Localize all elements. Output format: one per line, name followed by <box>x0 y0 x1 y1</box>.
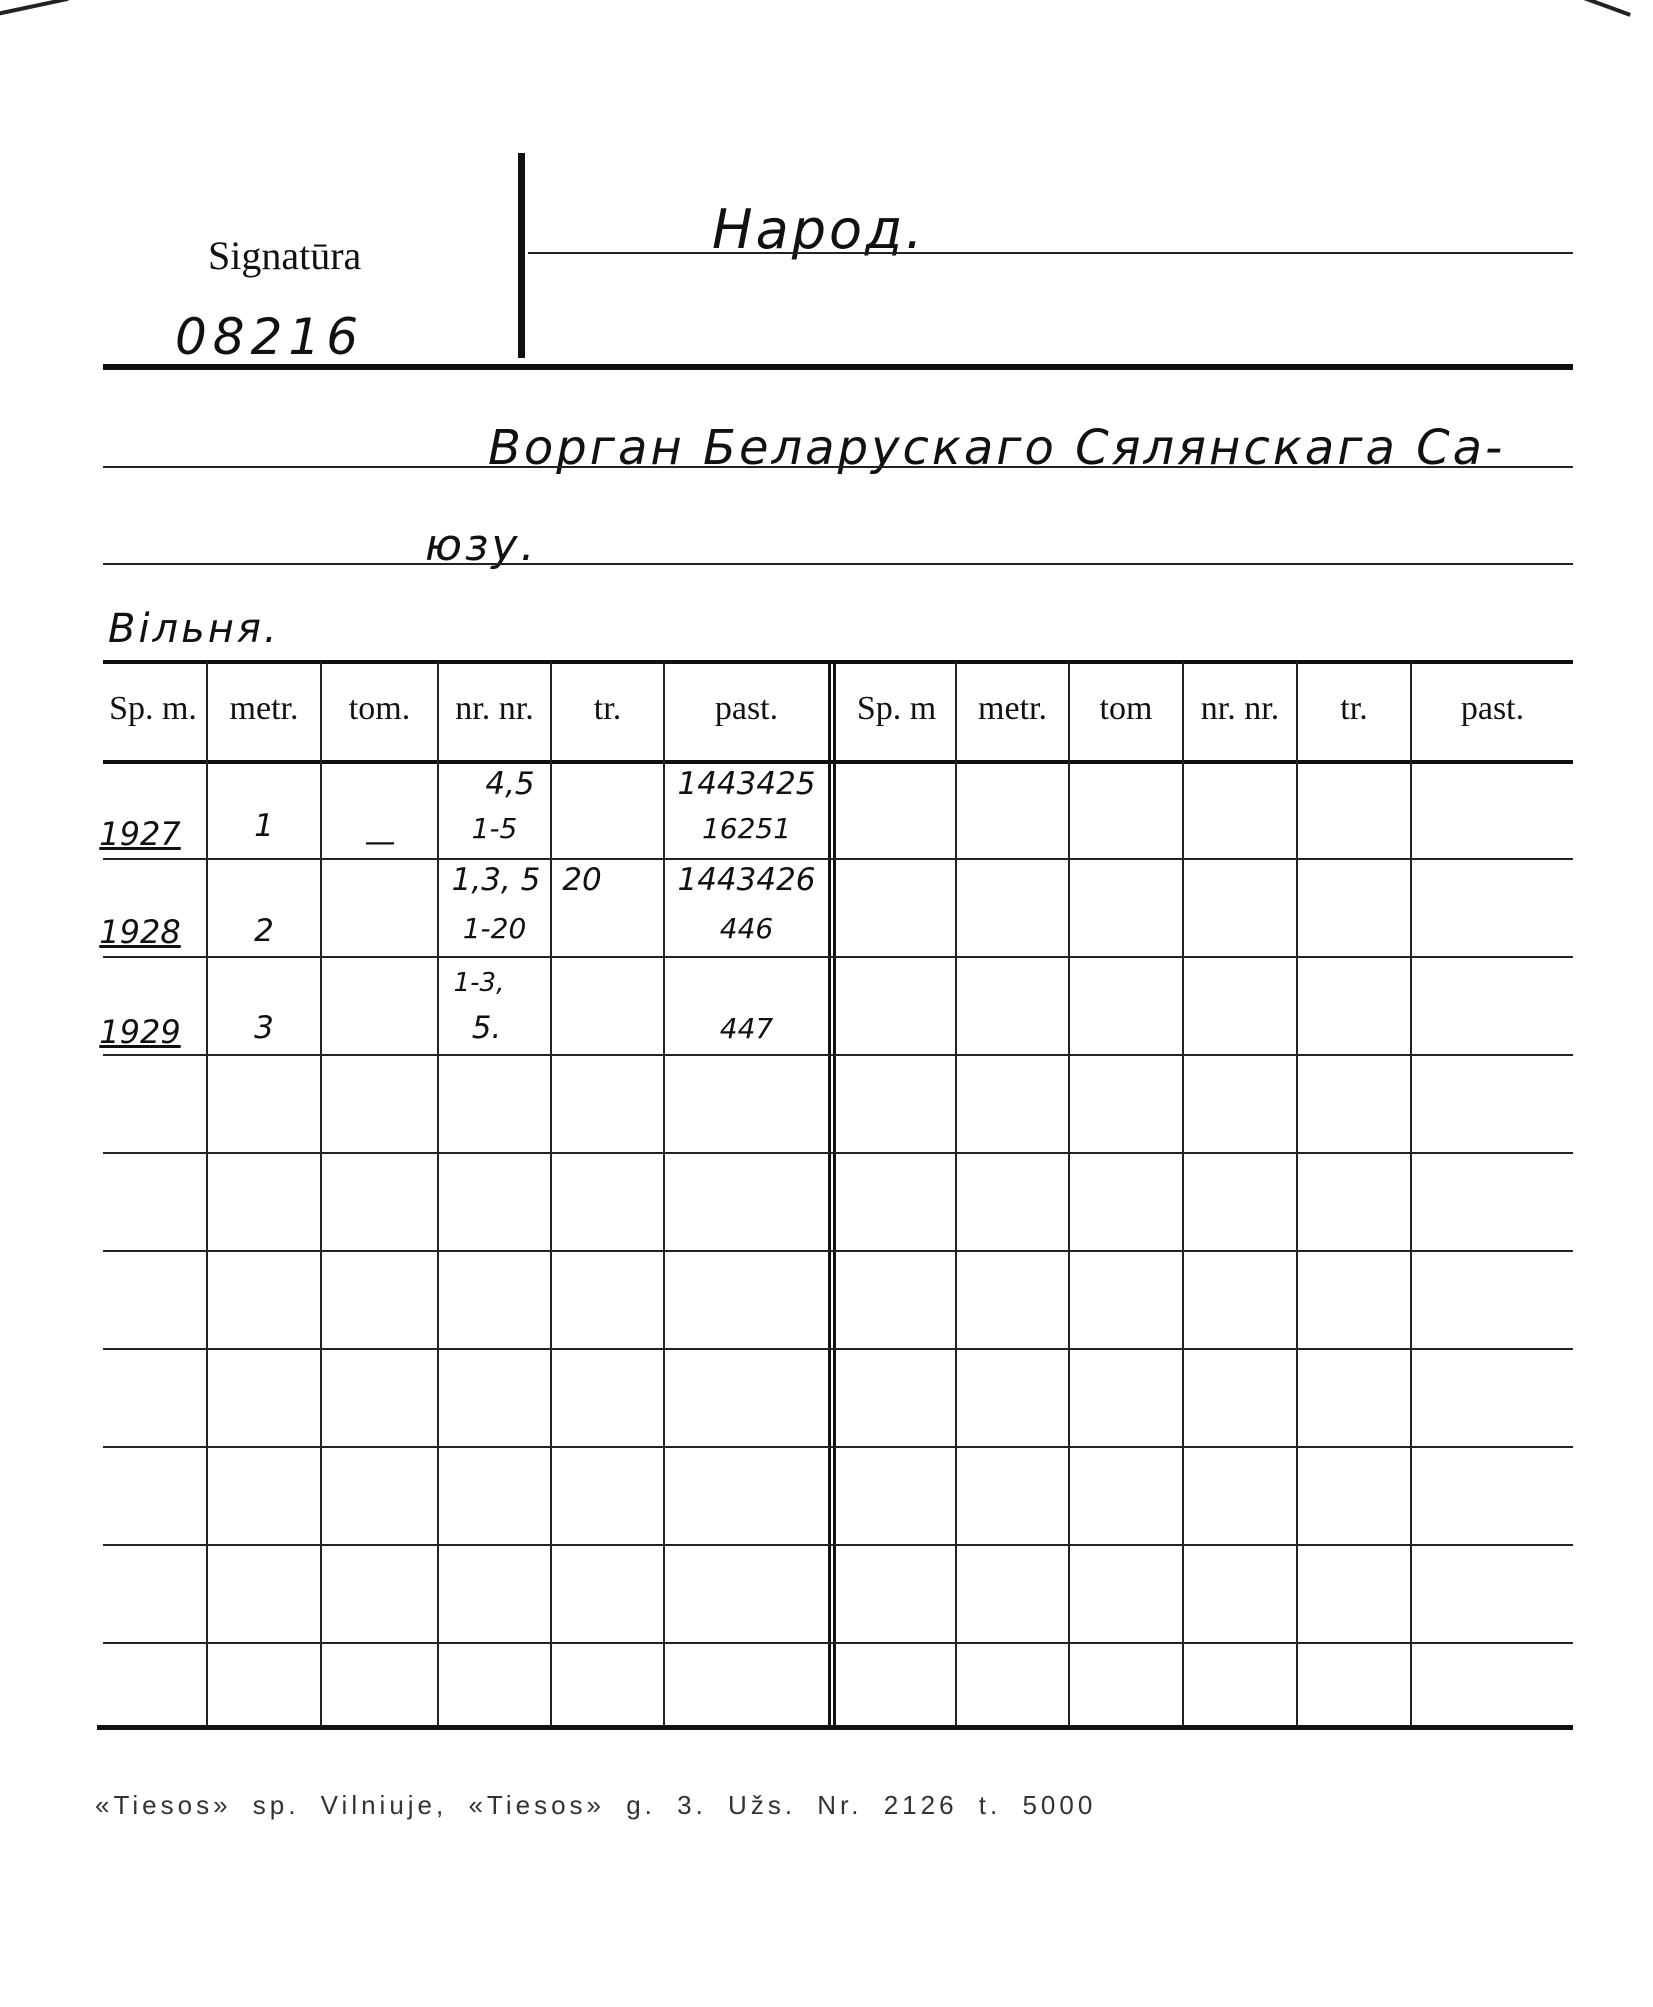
corner-mark-left <box>0 0 71 25</box>
header-nr-nr: nr. nr. <box>455 690 534 727</box>
row1-metr: 1 <box>254 808 274 844</box>
table-top-rule <box>103 660 1573 664</box>
description-line2: юзу. <box>425 520 538 571</box>
row-rule <box>103 1348 1573 1350</box>
header-divider <box>518 153 525 358</box>
row3-year: 1929 <box>99 1013 181 1051</box>
col-line <box>955 662 957 1725</box>
row3-nr-top: 1-3, <box>453 968 505 998</box>
header-past: past. <box>714 690 779 727</box>
row2-metr: 2 <box>254 913 274 949</box>
row2-past-top: 1443426 <box>677 862 816 898</box>
row1-nr-bottom: 1-5 <box>471 812 518 845</box>
col-line <box>1296 662 1298 1725</box>
table-center-divider <box>828 662 836 1725</box>
table-header-rule <box>103 760 1573 764</box>
row1-past-bottom: 16251 <box>701 812 792 845</box>
header-tom: tom. <box>348 690 411 727</box>
row-rule <box>103 1544 1573 1546</box>
row-rule <box>103 956 1573 958</box>
col-line <box>1410 662 1412 1725</box>
title-handwritten: Народ. <box>712 198 926 261</box>
place-name: Вільня. <box>108 606 280 652</box>
title-underline <box>528 252 1573 254</box>
row1-year: 1927 <box>99 815 181 853</box>
row3-past-bottom: 447 <box>719 1012 774 1045</box>
header-tr-right: tr. <box>1340 690 1368 727</box>
printer-footer: «Tiesos» sp. Vilniuje, «Tiesos» g. 3. Užs. Nr. 2126 t. 5000 <box>95 1790 1097 1820</box>
corner-mark-right <box>1579 0 1631 26</box>
header-tr: tr. <box>593 690 622 727</box>
description-rule-2 <box>103 563 1573 565</box>
table-bottom-rule <box>97 1725 1573 1730</box>
header-tom-right: tom <box>1099 690 1153 727</box>
header-metr: metr. <box>229 690 299 727</box>
row-rule <box>103 1642 1573 1644</box>
row-rule <box>103 1250 1573 1252</box>
header-nr-nr-right: nr. nr. <box>1200 690 1280 727</box>
row1-past-top: 1443425 <box>677 766 816 802</box>
col-line <box>550 662 552 1725</box>
header-metr-right: metr. <box>978 690 1047 727</box>
col-line <box>320 662 322 1725</box>
row2-year: 1928 <box>99 913 181 951</box>
signature-number: 08216 <box>175 308 365 366</box>
row-rule <box>103 1054 1573 1056</box>
description-line1: Воргaн Беларускаго Сялянскага Са- <box>488 420 1506 476</box>
row-rule <box>103 858 1573 860</box>
header-sp-m: Sp. m. <box>109 690 197 727</box>
header-sp-m-right: Sp. m <box>856 690 937 727</box>
row2-nr-top: 1,3, 5 <box>451 862 541 898</box>
row3-nr-bottom: 5. <box>471 1010 502 1046</box>
row1-tom: — <box>364 824 396 860</box>
row-rule <box>103 1152 1573 1154</box>
header-bottom-rule <box>103 364 1573 370</box>
row3-metr: 3 <box>254 1010 274 1046</box>
col-line <box>1182 662 1184 1725</box>
signature-label: Signatūra <box>208 233 362 278</box>
header-past-right: past. <box>1460 690 1525 727</box>
row2-nr-bottom: 1-20 <box>462 912 527 945</box>
row2-past-bottom: 446 <box>719 912 774 945</box>
description-rule-1 <box>103 466 1573 468</box>
col-line <box>1068 662 1070 1725</box>
row2-tr: 20 <box>562 862 602 898</box>
row-rule <box>103 1446 1573 1448</box>
row1-nr-top: 4,5 <box>485 766 535 802</box>
